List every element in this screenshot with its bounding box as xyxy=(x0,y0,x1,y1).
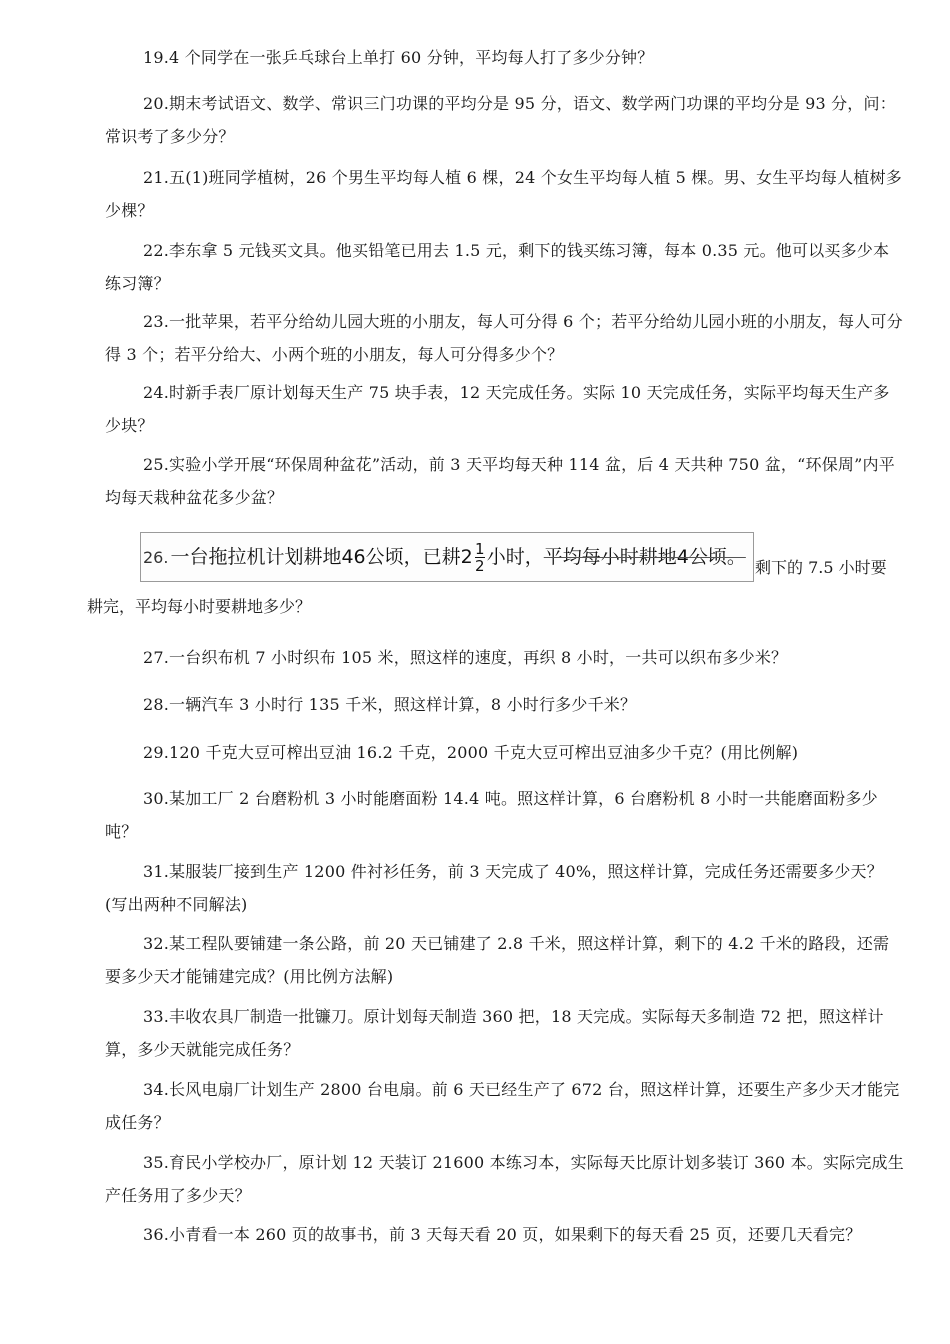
problem-24: 24.时新手表厂原计划每天生产 75 块手表，12 天完成任务。实际 10 天完成任务，实际平均每天生产多少块？ xyxy=(105,383,890,435)
problem-29: 29.120 千克大豆可榨出豆油 16.2 千克，2000 千克大豆可榨出豆油多少千克？(用比例解) xyxy=(143,743,799,762)
problem-30: 30.某加工厂 2 台磨粉机 3 小时能磨面粉 14.4 吨。照这样计算，6 台磨粉机 8 小时一共能磨面粉多少吨？ xyxy=(105,789,878,841)
problem-36: 36.小青看一本 260 页的故事书，前 3 天每天看 20 页，如果剩下的每天看 25 页，还要几天看完？ xyxy=(143,1225,862,1244)
problem-26 xyxy=(87,532,905,616)
problem-26-line-1 xyxy=(105,532,905,584)
scanned-text-image xyxy=(140,532,754,582)
problem-26-number: 26. xyxy=(143,547,169,567)
problem-33: 33.丰收农具厂制造一批镰刀。原计划每天制造 360 把，18 天完成。实际每天多制造 72 把，照这样计算，多少天就能完成任务？ xyxy=(105,1007,884,1059)
problem-26-tail: 剩下的 7.5 小时要 xyxy=(755,558,887,577)
problem-19: 19.4 个同学在一张乒乓球台上单打 60 分钟，平均每人打了多少分钟？ xyxy=(143,48,654,67)
problem-31: 31.某服装厂接到生产 1200 件衬衫任务，前 3 天完成了 40%，照这样计算，完成任务还需要多少天？(写出两种不同解法) xyxy=(105,862,883,914)
fraction-numerator: 1 xyxy=(474,539,485,558)
problem-26-line-2: 耕完，平均每小时要耕地多少？ xyxy=(87,597,312,616)
problem-21: 21.五(1)班同学植树，26 个男生平均每人植 6 棵，24 个女生平均每人植 5 棵。男、女生平均每人植树多少棵？ xyxy=(105,168,902,220)
problem-35: 35.育民小学校办厂，原计划 12 天装订 21600 本练习本，实际每天比原计划多装订 360 本。实际完成生产任务用了多少天？ xyxy=(105,1153,904,1205)
problem-22: 22.李东拿 5 元钱买文具。他买铅笔已用去 1.5 元，剩下的钱买练习簿，每本 0.35 元。他可以买多少本练习簿？ xyxy=(105,241,890,293)
scanned-text-b: 小时， xyxy=(486,545,544,568)
fraction-denominator: 2 xyxy=(474,556,485,575)
problem-25: 25.实验小学开展“环保周种盆花”活动，前 3 天平均每天种 114 盆，后 4 天共种 750 盆，“环保周”内平均每天栽种盆花多少盆？ xyxy=(105,455,895,507)
problem-20: 20.期末考试语文、数学、常识三门功课的平均分是 95 分，语文、数学两门功课的平均分是 93 分，问：常识考了多少分？ xyxy=(105,94,896,146)
fraction-one-half xyxy=(475,541,485,574)
problem-28: 28.一辆汽车 3 小时行 135 千米，照这样计算，8 小时行多少千米？ xyxy=(143,695,637,714)
scanned-text-a: 一台拖拉机计划耕地46公顷，已耕2 xyxy=(170,545,473,568)
problem-27: 27.一台织布机 7 小时织布 105 米，照这样的速度，再织 8 小时，一共可以织布多少米？ xyxy=(143,648,788,667)
scanned-text-c: 平均每小时耕地4公顷。 xyxy=(543,545,746,568)
problem-23: 23.一批苹果，若平分给幼儿园大班的小朋友，每人可分得 6 个；若平分给幼儿园小班的小朋友，每人可分得 3 个；若平分给大、小两个班的小朋友，每人可分得多少个？ xyxy=(105,312,903,364)
problem-34: 34.长风电扇厂计划生产 2800 台电扇。前 6 天已经生产了 672 台，照这样计算，还要生产多少天才能完成任务？ xyxy=(105,1080,900,1132)
problem-32: 32.某工程队要铺建一条公路，前 20 天已铺建了 2.8 千米，照这样计算，剩下的 4.2 千米的路段，还需要多少天才能铺建完成？(用比例方法解) xyxy=(105,934,890,986)
